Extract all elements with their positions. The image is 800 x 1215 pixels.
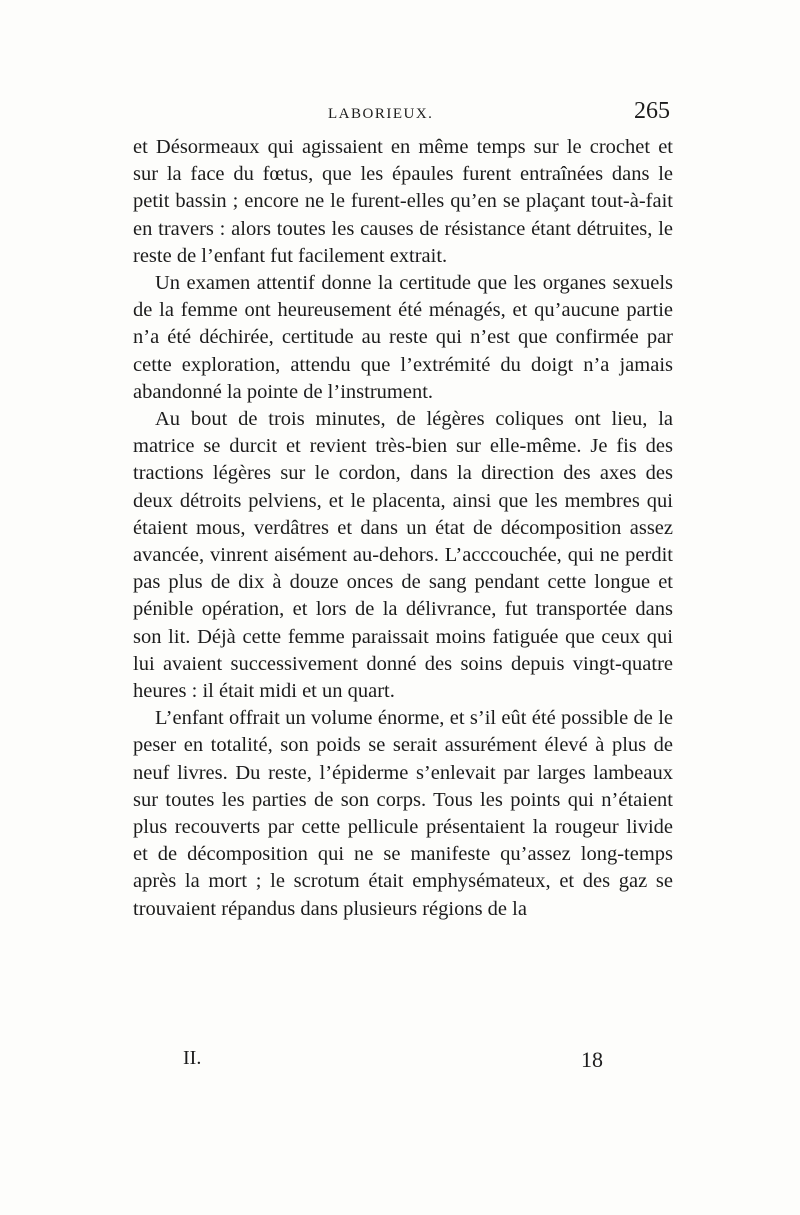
volume-mark: II. — [183, 1047, 202, 1069]
page-number: 265 — [634, 98, 670, 124]
running-title: LABORIEUX. — [328, 106, 434, 122]
body-text — [133, 134, 673, 923]
paragraph: L’enfant offrait un volume énorme, et s’il eût été possible de le peser en totalité, son poids se serait assurément élevé à plus de neuf livres. Du reste, l’épiderme s’enlevait par larges lambeaux sur toutes les parties de son corps. Tous les points qui n’étaient plus recouverts par cette pellicule présentaient la rougeur livide et de décomposition qui ne se manifeste qu’assez long-temps après la mort ; le scrotum était emphysémateux, et des gaz se trouvaient répandus dans plusieurs régions de la — [133, 707, 673, 920]
page-header — [140, 92, 670, 132]
paragraph: Au bout de trois minutes, de légères coliques ont lieu, la matrice se durcit et revient très-bien sur elle-même. Je fis des tractions légères sur le cordon, dans la direction des axes des deux détroits pelviens, et le placenta, ainsi que les membres qui étaient mous, verdâtres et dans un état de décomposition assez avancée, vinrent aisément au-dehors. L’acccouchée, qui ne perdit pas plus de dix à douze onces de sang pendant cette longue et pénible opération, et lors de la délivrance, fut transportée dans son lit. Déjà cette femme paraissait moins fatiguée que ceux qui lui avaient successivement donné des soins depuis vingt-quatre heures : il était midi et un quart. — [133, 408, 673, 703]
paragraph: Un examen attentif donne la certitude que les organes sexuels de la femme ont heureusement été ménagés, et qu’aucune partie n’a été déchirée, certitude au reste qui n’est que confirmée par cette exploration, attendu que l’extrémité du doigt n’a jamais abandonné la pointe de l’instrument. — [133, 272, 673, 403]
signature-mark: 18 — [581, 1047, 603, 1072]
page-footer — [183, 1047, 603, 1077]
paragraph-continuation: et Désormeaux qui agissaient en même temps sur le crochet et sur la face du fœtus, que les épaules furent entraînées dans le petit bassin ; encore ne le furent-elles qu’en se plaçant tout-à-fait en travers : alors toutes les causes de résistance étant détruites, le reste de l’enfant fut facilement extrait. — [133, 136, 673, 267]
